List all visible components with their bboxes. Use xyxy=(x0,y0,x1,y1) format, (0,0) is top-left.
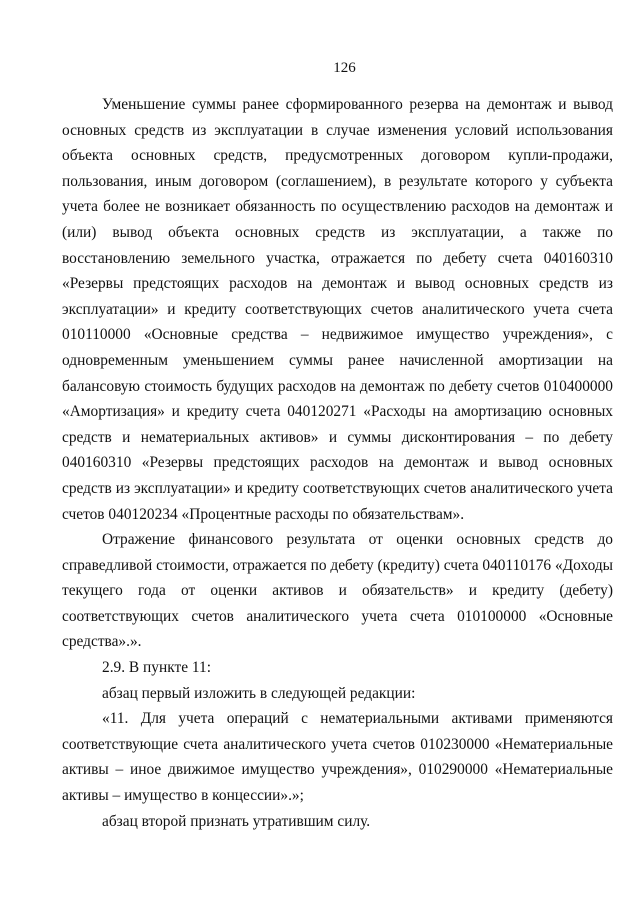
instruction-first-paragraph: абзац первый изложить в следующей редакции: xyxy=(102,684,416,702)
instruction-second-paragraph: абзац второй признать утратившим силу. xyxy=(102,812,371,830)
paragraph-reserve-decrease: Уменьшение суммы ранее сформированного резерва на демонтаж и вывод основных средств из эксплуатации в случае изменения условий использования объекта основных средств, предусмотренных договором купли-продажи, пользования, иным договором (соглашением), в результате которого у субъекта учета более не возникает обязанность по осуществлению расходов на демонтаж и (или) вывод объекта основных средств из эксплуатации, а также по восстановлению земельного участка, отражается по дебету счета 040160310 «Резервы предстоящих расходов на демонтаж и вывод основных средств из эксплуатации» и кредиту соответствующих счетов аналитического учета счета 010110000 «Основные средства – недвижимое имущество учреждения», с одновременным уменьшением суммы ранее начисленной амортизации на балансовую стоимость будущих расходов на демонтаж по дебету счетов 010400000 «Амортизация» и кредиту счета 040120271 «Расходы на амортизацию основных средств и нематериальных активов» и суммы дисконтирования – по дебету 040160310 «Резервы предстоящих расходов на демонтаж и вывод основных средств из эксплуатации» и кредиту соответствующих счетов аналитического учета счетов 040120234 «Процентные расходы по обязательствам». xyxy=(62,96,613,523)
item-heading: 2.9. В пункте 11: xyxy=(102,659,211,677)
quoted-paragraph-11: «11. Для учета операций с нематериальными активами применяются соответствующие счета аналитического учета счетов 010230000 «Нематериальные активы – иное движимое имущество учреждения», 010290000 «Нематериальные активы – имущество в концессии».»; xyxy=(62,710,613,805)
document-page xyxy=(62,58,613,834)
paragraph-fair-value: Отражение финансового результата от оценки основных средств до справедливой стоимости, отражается по дебету (кредиту) счета 040110176 «Доходы текущего года от оценки активов и обязательств» и кредиту (дебету) соответствующих счетов аналитического учета счета 010100000 «Основные средства».». xyxy=(62,531,613,651)
page-number: 126 xyxy=(333,60,356,76)
